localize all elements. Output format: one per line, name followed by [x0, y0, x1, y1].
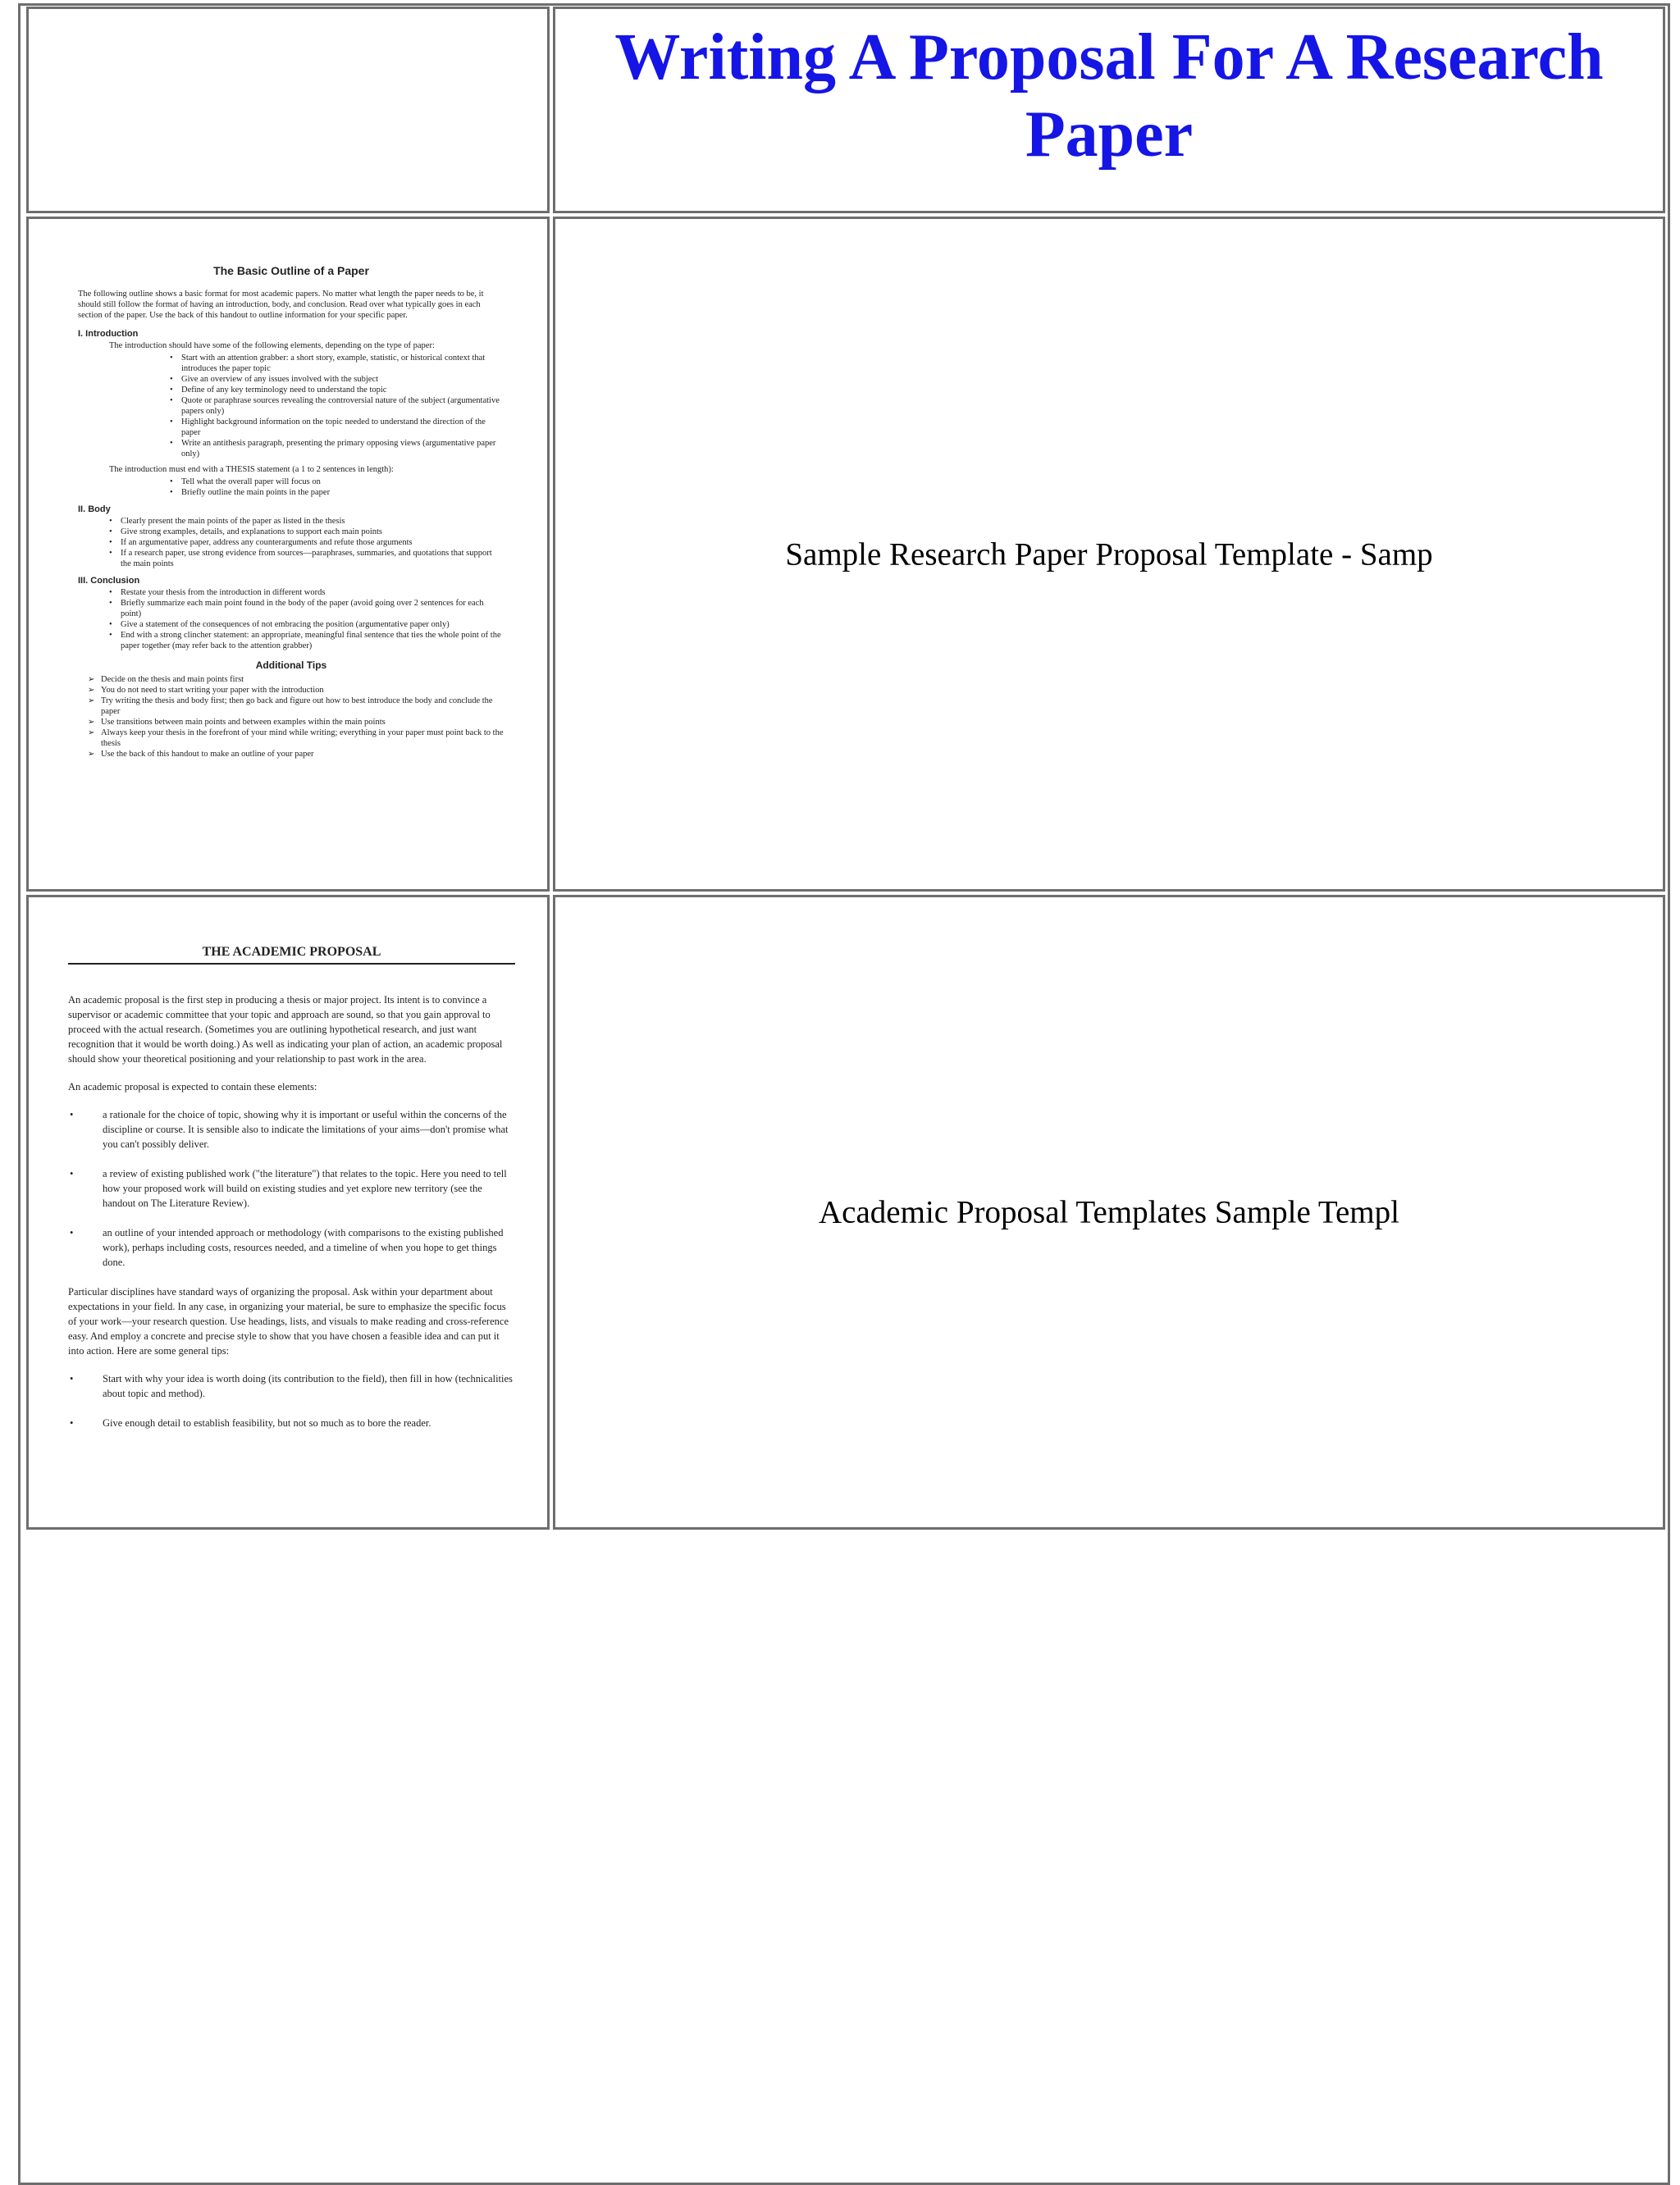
doc-subtitle: Additional Tips	[255, 659, 327, 671]
doc-paragraph: Particular disciplines have standard ways of organizing the proposal. Ask within your department about expectations in your field. In any case, in organizing your material, be sure to emphasize the specific focus of your work—your research question. Use headings, lists, and visuals to make reading and cross-reference easy. And employ a concrete and precise style to show that you have chosen a feasible idea and can put it into action. Here are some general tips:	[68, 1286, 509, 1357]
doc-heading: III. Conclusion	[78, 576, 140, 586]
proposal-document-image[interactable]	[68, 945, 515, 1445]
page-title: Writing A Proposal For A Research Paper	[614, 21, 1604, 171]
list-item: • Define of any key terminology need to understand the topic	[168, 385, 504, 395]
doc-list	[107, 587, 504, 651]
list-item: ➢ Always keep your thesis in the forefront of your mind while writing; everything in your paper must point back to the thesis	[88, 728, 504, 749]
list-item: ➢ You do not need to start writing your paper with the introduction	[88, 685, 504, 696]
list-item: • Start with why your idea is worth doing (its contribution to the field), then fill in how (technicalities about topic and method).	[68, 1371, 515, 1401]
list-item: • Briefly outline the main points in the paper	[168, 487, 504, 498]
list-item: • Give strong examples, details, and explanations to support each main points	[107, 527, 504, 537]
list-item: • Clearly present the main points of the paper as listed in the thesis	[107, 516, 504, 527]
outline-document-image[interactable]	[78, 264, 504, 764]
list-item: • If a research paper, use strong evidence from sources—paraphrases, summaries, and quotations that support the main points	[107, 548, 504, 569]
list-item: • a rationale for the choice of topic, showing why it is important or useful within the concerns of the discipline or course. It is sensible also to indicate the limitations of your aims—don't promise what you can't possibly deliver.	[68, 1107, 515, 1152]
list-item: • Highlight background information on the topic needed to understand the direction of the paper	[168, 417, 504, 438]
list-item: • Give enough detail to establish feasibility, but not so much as to bore the reader.	[68, 1416, 515, 1430]
header-empty-cell	[26, 7, 550, 213]
doc-paragraph: The introduction should have some of the following elements, depending on the type of paper:	[109, 341, 435, 350]
list-item: • If an argumentative paper, address any counterarguments and refute those arguments	[107, 537, 504, 548]
list-item: ➢ Decide on the thesis and main points first	[88, 674, 504, 685]
caption-cell-2	[553, 895, 1665, 1530]
doc-heading: I. Introduction	[78, 329, 139, 339]
list-item: • Start with an attention grabber: a short story, example, statistic, or historical context that introduces the paper topic	[168, 353, 504, 374]
list-item: ➢ Try writing the thesis and body first; then go back and figure out how to best introduce the body and conclude the paper	[88, 696, 504, 717]
doc-title: THE ACADEMIC PROPOSAL	[68, 945, 515, 965]
list-item: • a review of existing published work ("the literature") that relates to the topic. Here you need to tell how your proposed work will build on existing studies and yet explore new territory (see the handout on The Literature Review).	[68, 1166, 515, 1211]
doc-list	[88, 674, 504, 760]
list-item: • Write an antithesis paragraph, presenting the primary opposing views (argumentative paper only)	[168, 438, 504, 459]
list-item: • Give an overview of any issues involved with the subject	[168, 374, 504, 385]
thumbnail-cell-1	[26, 217, 550, 892]
doc-paragraph: An academic proposal is the first step in producing a thesis or major project. Its intent is to convince a supervisor or academic committee that your topic and approach are sound, so that you gain approval to proceed with the actual research. (Sometimes you are outlining hypothetical research, and just want recognition that it would be worth doing.) As well as indicating your plan of action, an academic proposal should show your theoretical positioning and your relationship to past work in the area.	[68, 994, 503, 1065]
list-item: ➢ Use transitions between main points and between examples within the main points	[88, 717, 504, 728]
doc-list	[68, 1371, 515, 1430]
list-item: • End with a strong clincher statement: an appropriate, meaningful final sentence that ties the whole point of the paper together (may refer back to the attention grabber)	[107, 630, 504, 651]
list-item: • Quote or paraphrase sources revealing the controversial nature of the subject (argumentative papers only)	[168, 395, 504, 417]
doc-paragraph: An academic proposal is expected to contain these elements:	[68, 1081, 317, 1092]
doc-title: The Basic Outline of a Paper	[213, 264, 369, 277]
doc-paragraph: The following outline shows a basic format for most academic papers. No matter what length the paper needs to be, it should still follow the format of having an introduction, body, and conclusion. Read over what typically goes in each section of the paper. Use the back of this handout to outline information for your specific paper.	[78, 290, 484, 320]
doc-heading: II. Body	[78, 504, 111, 514]
image-caption[interactable]: Sample Research Paper Proposal Template - Samp	[785, 536, 1433, 572]
caption-cell-1	[553, 217, 1665, 892]
list-item: • Give a statement of the consequences of not embracing the position (argumentative paper only)	[107, 619, 504, 630]
list-item: ➢ Use the back of this handout to make an outline of your paper	[88, 749, 504, 760]
doc-list	[168, 477, 504, 498]
header-title-cell	[553, 7, 1665, 213]
list-item: • Restate your thesis from the introduction in different words	[107, 587, 504, 598]
doc-paragraph: The introduction must end with a THESIS statement (a 1 to 2 sentences in length):	[109, 465, 394, 474]
thumbnail-cell-2	[26, 895, 550, 1530]
doc-list	[107, 516, 504, 569]
doc-list	[68, 1107, 515, 1270]
doc-list	[168, 353, 504, 459]
image-caption[interactable]: Academic Proposal Templates Sample Templ	[819, 1194, 1399, 1230]
list-item: • an outline of your intended approach or methodology (with comparisons to the existing published work), perhaps including costs, resources needed, and a timeline of when you hope to get things done.	[68, 1225, 515, 1270]
list-item: • Briefly summarize each main point found in the body of the paper (avoid going over 2 sentences for each point)	[107, 598, 504, 619]
list-item: • Tell what the overall paper will focus on	[168, 477, 504, 487]
